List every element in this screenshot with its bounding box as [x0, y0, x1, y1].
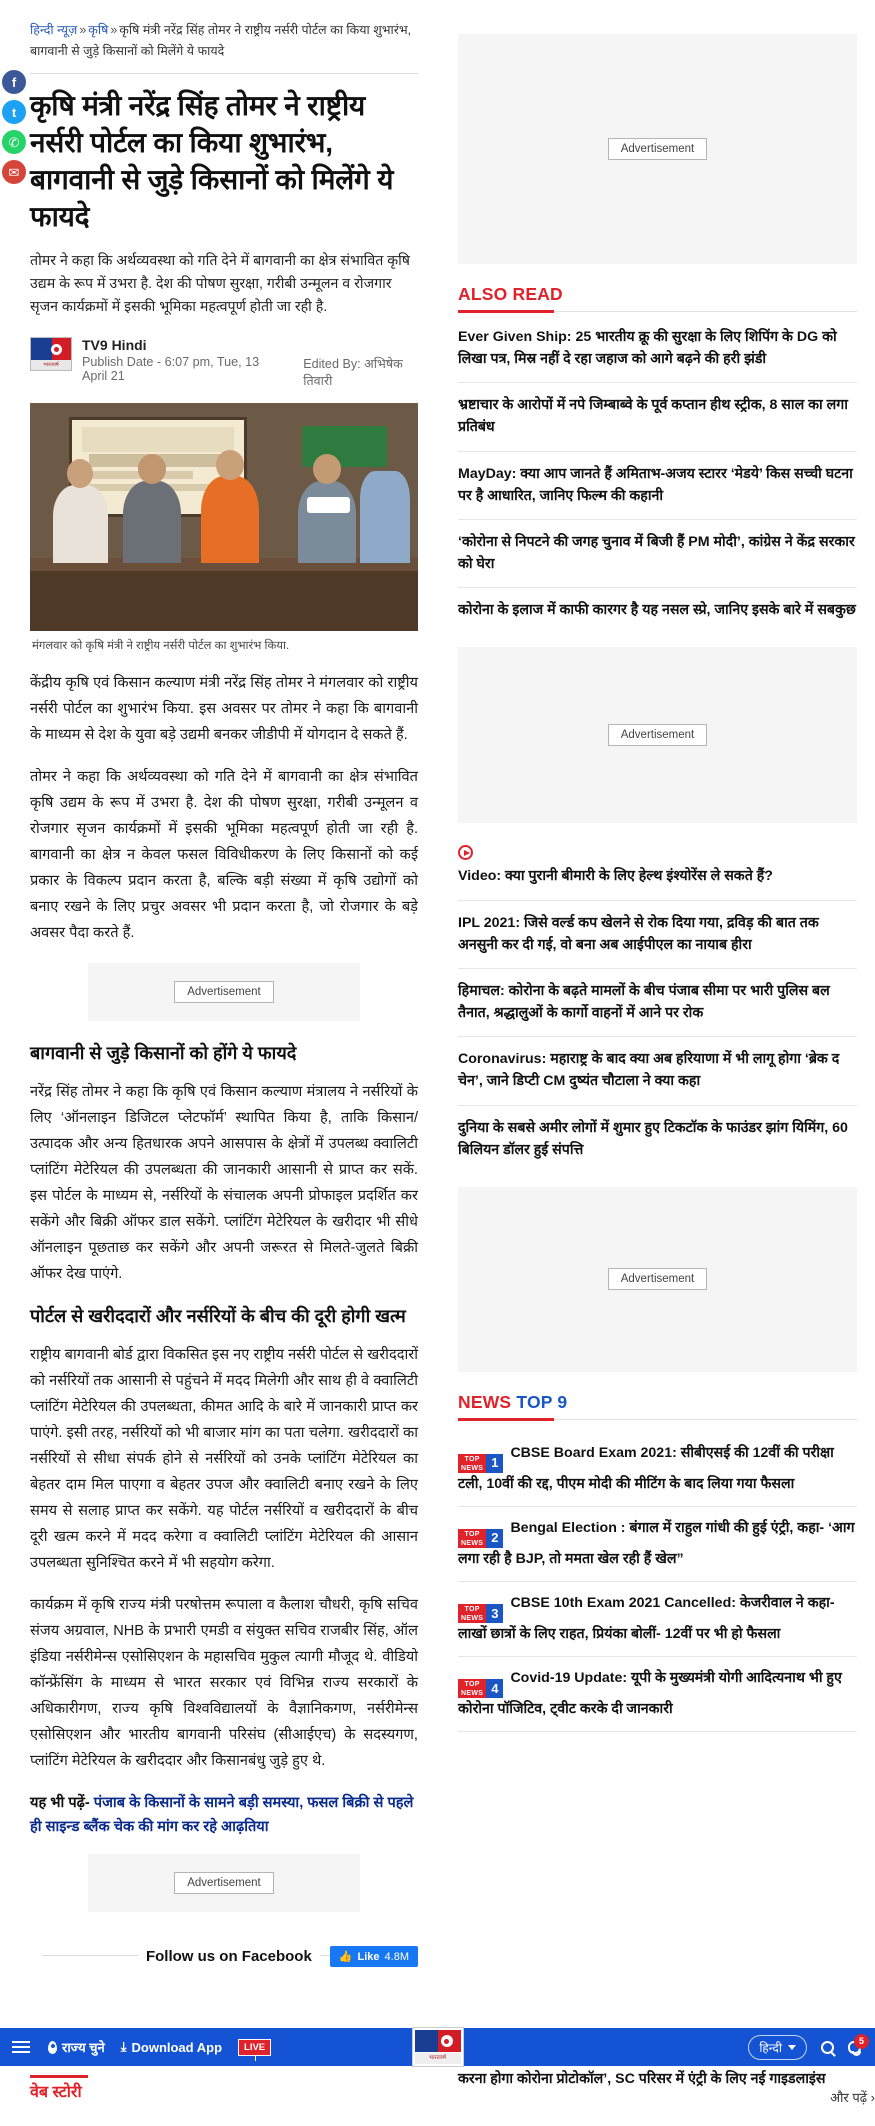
- sidebar-teaser-text[interactable]: करना होगा कोरोना प्रोटोकॉल’, SC परिसर में एंट्री के लिए नई गाइडलाइंस: [458, 2071, 826, 2087]
- article-figure: [30, 403, 418, 655]
- inline-advertisement-1: [88, 963, 360, 1021]
- breadcrumb-separator-1: »: [79, 23, 87, 37]
- list-item[interactable]: IPL 2021: जिसे वर्ल्ड कप खेलने से रोक दिया गया, द्रविड़ की बात तक अनसुनी कर दी गई, वो बना अब आईपीएल का नायाब हीरा: [458, 901, 857, 969]
- rank-number: 4: [486, 1679, 503, 1698]
- web-story-title: वेब स्टोरी: [30, 2084, 82, 2101]
- breadcrumb-home-link[interactable]: हिन्दी न्यूज़: [30, 23, 78, 37]
- list-item[interactable]: [458, 1582, 857, 1657]
- like-text: Like: [357, 1950, 380, 1963]
- also-read-title-part1: ALSO: [458, 284, 508, 304]
- top-news-badge-text: TOP NEWS: [458, 1604, 486, 1623]
- rank-number: 1: [486, 1454, 503, 1473]
- download-icon: ⤓: [120, 2039, 127, 2054]
- download-app-button[interactable]: [121, 2039, 222, 2055]
- section-heading: बागवानी से जुड़े किसानों को होंगे ये फायदे: [30, 1043, 297, 1063]
- top-news-badge: [458, 1454, 503, 1473]
- web-story-underline: [30, 2075, 88, 2078]
- list-item-label: Video: क्या पुरानी बीमारी के लिए हेल्थ इंश्योरेंस ले सकते हैं?: [458, 868, 773, 885]
- top-news-badge-text: TOP NEWS: [458, 1529, 486, 1548]
- byline: [30, 337, 418, 389]
- list-item[interactable]: Coronavirus: महाराष्ट्र के बाद क्या अब हरियाणा में भी लागू होगा ‘ब्रेक द चेन’, जाने डिप्टी CM दुष्यंत चौटाला ने क्या कहा: [458, 1037, 857, 1105]
- byline-meta: [82, 355, 418, 389]
- top-news-badge: [458, 1604, 503, 1623]
- article-image: [30, 403, 418, 631]
- advertisement-label: Advertisement: [608, 138, 708, 160]
- list-item[interactable]: दुनिया के सबसे अमीर लोगों में शुमार हुए टिकटॉक के फाउंडर झांग यिमिंग, 60 बिलियन डॉलर हुई संपत्ति: [458, 1119, 848, 1158]
- article-paragraph: तोमर ने कहा कि अर्थव्यवस्था को गति देने में बागवानी का क्षेत्र संभावित कृषि उद्यम के रूप में उभरा है. देश की पोषण सुरक्षा, गरीबी उन्मूलन व रोजगार सृजन कार्यक्रमों में इसकी भूमिका महत्वपूर्ण होती जा रही है. बागवानी का क्षेत्र न केवल फसल विविधीकरण के लिए किसानों को कई प्रकार के विकल्प प्रदान करता है, बल्कि बड़ी संख्या में कृषि उद्योगों को बनाए रखने के लिए प्रचुर अवसर भी प्रदान करता है, जो रोजगार के बड़े अवसर पैदा करते हैं.: [30, 769, 418, 942]
- list-item-label: Bengal Election : बंगाल में राहुल गांधी की हुई एंट्री, कहा- ‘आग लगा रही है BJP, तो ममता खेल रही हैं खेल”: [458, 1519, 855, 1567]
- read-more-link[interactable]: और पढ़ें ›: [830, 2090, 875, 2105]
- follow-label: Follow us on Facebook: [138, 1948, 320, 1965]
- tv9-logo-icon: भारतवर्ष: [30, 337, 72, 371]
- sidebar-advertisement-mid: [458, 647, 857, 823]
- author-name: TV9 Hindi: [82, 337, 147, 354]
- chevron-down-icon: [788, 2045, 796, 2050]
- news-top-title-part1: NEWS: [458, 1391, 512, 1412]
- news-top-heading: [458, 1392, 857, 1419]
- search-icon[interactable]: [821, 2041, 834, 2054]
- also-read-underline: [458, 311, 857, 312]
- advertisement-label: Advertisement: [608, 724, 708, 746]
- notifications-button[interactable]: [848, 2036, 865, 2054]
- image-caption: मंगलवार को कृषि मंत्री ने राष्ट्रीय नर्सरी पोर्टल का शुभारंभ किया.: [32, 640, 290, 653]
- sidebar-advertisement-low: [458, 1187, 857, 1372]
- bottom-nav-right: [748, 2035, 865, 2060]
- list-item[interactable]: ‘कोरोना से निपटने की जगह चुनाव में बिजी हैं PM मोदी’, कांग्रेस ने केंद्र सरकार को घेरा: [458, 520, 857, 588]
- article-paragraph: केंद्रीय कृषि एवं किसान कल्याण मंत्री नरेंद्र सिंह तोमर ने मंगलवार को राष्ट्रीय नर्सरी पोर्टल का शुभारंभ किया. इस अवसर पर तोमर ने कहा कि बागवानी के माध्यम से देश के युवा बड़े उद्यमी बनकर जीडीपी में योगदान दे सकते हैं.: [30, 675, 418, 744]
- publish-date: Publish Date - 6:07 pm, Tue, 13 April 21: [82, 355, 260, 384]
- edited-by: Edited By: अभिषेक तिवारी: [303, 357, 403, 389]
- news-top-underline: [458, 1419, 857, 1420]
- sidebar-column: [440, 20, 875, 1977]
- advertisement-label: Advertisement: [174, 1872, 274, 1894]
- top-news-badge-text: TOP NEWS: [458, 1679, 486, 1698]
- list-item-label: Covid-19 Update: यूपी के मुख्यमंत्री योगी आदित्यनाथ भी हुए कोरोना पॉजिटिव, ट्वीट करके दी जानकारी: [458, 1670, 842, 1718]
- list-item[interactable]: [458, 1432, 857, 1507]
- top-news-badge: [458, 1529, 503, 1548]
- video-play-icon: [458, 845, 473, 860]
- whatsapp-share-button[interactable]: ✆: [2, 130, 26, 154]
- notification-count-badge: 5: [854, 2034, 869, 2049]
- list-item[interactable]: MayDay: क्या आप जानते हैं अमिताभ-अजय स्टारर ‘मेडये’ किस सच्ची घटना पर है आधारित, जानिए फिल्म की कहानी: [458, 452, 857, 520]
- follow-facebook-row: [30, 1932, 418, 1977]
- breadcrumb-category-link[interactable]: कृषि: [88, 23, 109, 37]
- breadcrumb-separator-2: »: [110, 23, 118, 37]
- inline-advertisement-2: [88, 1854, 360, 1912]
- language-selector[interactable]: [748, 2035, 807, 2060]
- also-read-title-part2: READ: [512, 284, 563, 304]
- page-title: कृषि मंत्री नरेंद्र सिंह तोमर ने राष्ट्रीय नर्सरी पोर्टल का किया शुभारंभ, बागवानी से जुड़े किसानों को मिलेंगे ये फायदे: [30, 90, 394, 233]
- news-top-list: [458, 1432, 857, 1733]
- advertisement-label: Advertisement: [608, 1268, 708, 1290]
- list-item[interactable]: [458, 1657, 857, 1732]
- article-paragraph: कार्यक्रम में कृषि राज्य मंत्री परषोत्तम रूपाला व कैलाश चौधरी, कृषि सचिव संजय अग्रवाल, NHB के प्रभारी एमडी व संयुक्त सचिव राजबीर सिंह, ऑल इंडिया नर्सरीमेन्स एसोसिएशन के महासचिव मुकुल त्यागी मौजूद थे. वीडियो कॉन्फ्रेंसिंग के माध्यम से भारत सरकार एवं विभिन्न राज्य सरकारों के अधिकारीगण, राज्य कृषि विश्वविद्यालयों के वैज्ञानिकगण, नर्सरीमेन्स एसोसिएशन और भारतीय बागवानी परिसंघ (सीआईएच) के सदस्यगण, प्लांटिंग मेटेरियल के खरीददार और किसानबंधु जुड़े हुए थे.: [30, 1596, 418, 1769]
- select-state-button[interactable]: [48, 2038, 105, 2056]
- read-also-link[interactable]: पंजाब के किसानों के सामने बड़ी समस्या, फसल बिक्री से पहले ही साइन्ड ब्लैंक चेक की मांग कर रहे आढ़तिया: [30, 1794, 414, 1836]
- bottom-nav-left: [10, 2038, 271, 2056]
- article-paragraph: नरेंद्र सिंह तोमर ने कहा कि कृषि एवं किसान कल्याण मंत्रालय ने नर्सरियों के लिए ‘ऑनलाइन डिजिटल प्लेटफॉर्म’ स्थापित किया है, ताकि किसान/उत्पादक और अन्य हितधारक अपने आसपास के क्षेत्रों में उपलब्ध क्वालिटी प्लांटिंग मेटेरियल की उपलब्धता की जानकारी आसानी से प्राप्त कर सकें. इस पोर्टल के माध्यम से, नर्सरियों के संचालक अपनी प्रोफाइल प्रदर्शित कर सकेंगे और बिक्री ऑफर डाल सकेंगे. प्लांटिंग मेटेरियल के खरीदार भी सीधे ऑनलाइन पूछताछ कर सकेंगे और अपनी जरूरत से मिलते-जुलते बिक्री ऑफर देख पाएंगे.: [30, 1084, 418, 1282]
- more-news-list: [458, 843, 857, 1172]
- hamburger-icon[interactable]: [10, 2039, 32, 2055]
- rank-number: 3: [486, 1604, 503, 1623]
- language-label: हिन्दी: [759, 2040, 782, 2055]
- facebook-like-button[interactable]: [330, 1946, 418, 1967]
- download-app-label: Download App: [131, 2039, 223, 2055]
- list-item[interactable]: कोरोना के इलाज में काफी कारगर है यह नसल स्प्रे, जानिए इसके बारे में सबकुछ: [458, 602, 856, 619]
- select-state-label: राज्य चुने: [62, 2040, 105, 2055]
- list-item-label: CBSE Board Exam 2021: सीबीएसई की 12वीं की परीक्षा टली, 10वीं की रद्द, पीएम मोदी की मीटिंग के बाद लिया गया फैसला: [458, 1444, 834, 1492]
- location-pin-icon: [48, 2041, 57, 2054]
- top-news-badge: [458, 1679, 503, 1698]
- article-standfirst: तोमर ने कहा कि अर्थव्यवस्था को गति देने में बागवानी का क्षेत्र संभावित कृषि उद्यम के रूप में उभरा है. देश की पोषण सुरक्षा, गरीबी उन्मूलन व रोजगार सृजन कार्यक्रमों में इसकी भूमिका महत्वपूर्ण होती जा रही है.: [30, 253, 411, 316]
- section-heading: पोर्टल से खरीददारों और नर्सरियों के बीच की दूरी होगी खत्म: [30, 1305, 406, 1326]
- tv9-bharatvarsh-logo[interactable]: भारतवर्ष: [412, 2027, 464, 2067]
- live-badge[interactable]: LIVE: [238, 2039, 271, 2056]
- facebook-share-button[interactable]: f: [2, 70, 26, 94]
- news-top-title-part2: TOP 9: [516, 1391, 568, 1412]
- bottom-navigation-bar: [0, 2028, 875, 2066]
- read-also-label: यह भी पढ़ें-: [30, 1794, 90, 1811]
- email-share-button[interactable]: ✉: [2, 160, 26, 184]
- article-paragraph: राष्ट्रीय बागवानी बोर्ड द्वारा विकसित इस नए राष्ट्रीय नर्सरी पोर्टल से खरीददारों को नर्सरियों तक आसानी से पहुंचने में मदद मिलेगी और साथ ही वे क्वालिटी प्लांटिंग मेटेरियल की उपलब्धता, कीमत आदि के बारे में जानकारी प्राप्त कर पाएंगे. इसी तरह, नर्सरियों को भी बाजार मांग का पता चलेगा. खरीददारों का नर्सरियों से सीधा संपर्क होने से नर्सरियों को उनके प्लांटिंग मेटेरियल का बेहतर दाम मिल पाएगा व बेहतर उपज और क्वालिटी बनाए रखने के लिए समय से सलाह प्राप्त कर सकेंगे. यह पोर्टल नर्सरियों व खरीददारों के बीच दूरी खत्म करने में मदद करेगा व क्वालिटी प्लांटिंग मेटेरियल की आसान उपलब्धता सुनिश्चित करने में भी सहयोग करेगा.: [30, 1347, 418, 1571]
- list-item[interactable]: भ्रष्टाचार के आरोपों में नपे जिम्बाब्वे के पूर्व कप्तान हीथ स्ट्रीक, 8 साल का लगा प्रतिबंध: [458, 383, 857, 451]
- breadcrumb-current: कृषि मंत्री नरेंद्र सिंह तोमर ने राष्ट्रीय नर्सरी पोर्टल का किया शुभारंभ, बागवानी से जुड़े किसानों को मिलेंगे ये फायदे: [30, 23, 412, 58]
- breadcrumb: [30, 20, 418, 69]
- rank-number: 2: [486, 1529, 503, 1548]
- twitter-share-button[interactable]: t: [2, 100, 26, 124]
- also-read-heading: [458, 284, 857, 311]
- article-column: [0, 20, 440, 1977]
- list-item[interactable]: हिमाचल: कोरोना के बढ़ते मामलों के बीच पंजाब सीमा पर भारी पुलिस बल तैनात, श्रद्धालुओं के कार्गो वाहनों में आने पर रोक: [458, 969, 857, 1037]
- like-count: 4.8M: [384, 1950, 409, 1963]
- advertisement-label: Advertisement: [174, 981, 274, 1003]
- also-read-list: [458, 324, 857, 633]
- thumbs-up-icon: 👍: [338, 1951, 353, 1964]
- list-item-label: CBSE 10th Exam 2021 Cancelled: केजरीवाल ने कहा- लाखों छात्रों के लिए राहत, प्रियंका बोलीं- 12वीं पर भी हो फैसला: [458, 1595, 835, 1643]
- list-item[interactable]: [458, 843, 857, 900]
- social-share-rail: [2, 70, 26, 184]
- list-item[interactable]: Ever Given Ship: 25 भारतीय क्रू की सुरक्षा के लिए शिपिंग के DG को लिखा पत्र, मिस्र नहीं दे रहा जहाज को आगे बढ़ने की हरी झंडी: [458, 324, 857, 383]
- sidebar-advertisement-top: [458, 34, 857, 264]
- read-also-row: [30, 1791, 418, 1841]
- list-item[interactable]: [458, 1507, 857, 1582]
- breadcrumb-divider: [30, 73, 418, 74]
- byline-text: [82, 337, 418, 389]
- top-news-badge-text: TOP NEWS: [458, 1454, 486, 1473]
